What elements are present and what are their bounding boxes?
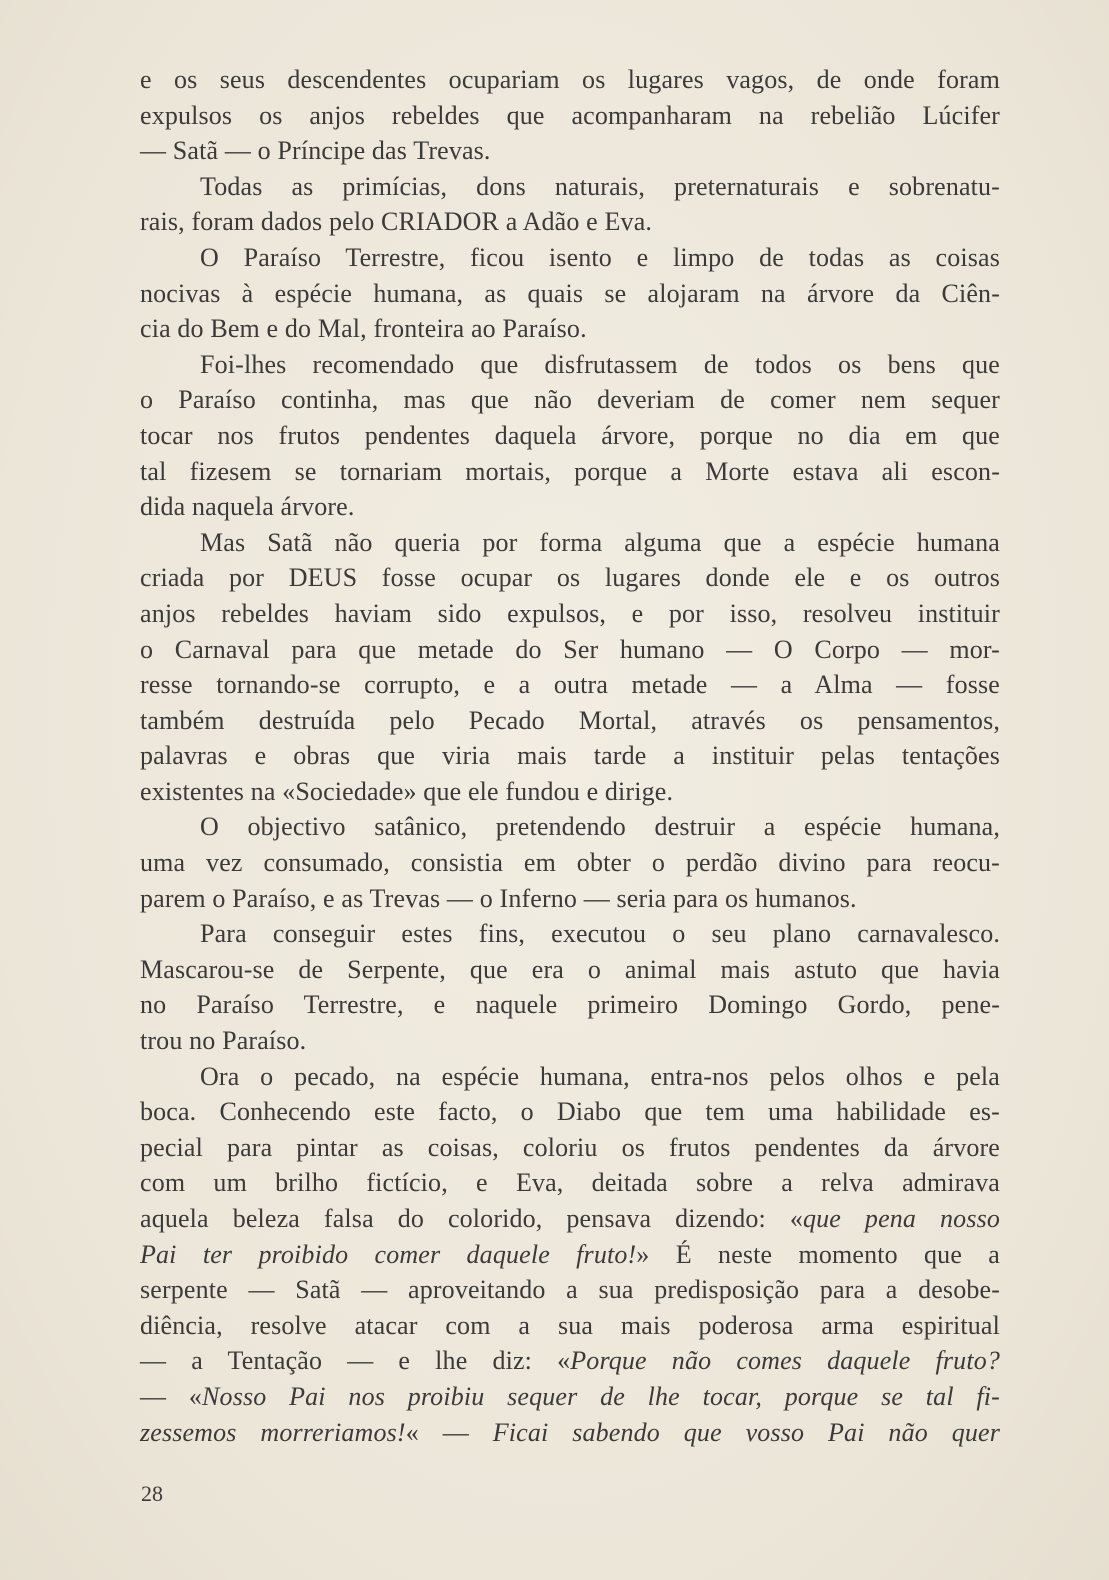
- text-line: resse tornando-se corrupto, e a outra metade — a Alma — fosse: [140, 670, 1000, 700]
- body-text: [140, 62, 1000, 1450]
- text-line: existentes na «Sociedade» que ele fundou e dirige.: [140, 776, 674, 806]
- text-line: aquela beleza falsa do colorido, pensava dizendo: «que pena nosso: [140, 1204, 1001, 1233]
- text-line: pecial para pintar as coisas, coloriu os frutos pendentes da árvore: [140, 1132, 1000, 1162]
- text-line: e os seus descendentes ocupariam os lugares vagos, de onde foram: [140, 65, 1000, 94]
- text-line: boca. Conhecendo este facto, o Diabo que tem uma habilidade es-: [140, 1097, 1000, 1127]
- text-line: o Carnaval para que metade do Ser humano — O Corpo — mor-: [140, 634, 1000, 664]
- text-line: Foi-lhes recomendado que disfrutassem de todos os bens que: [200, 349, 1000, 379]
- text-line: com um brilho fictício, e Eva, deitada sobre a relva admirava: [140, 1168, 1000, 1198]
- text-line: tocar nos frutos pendentes daquela árvore, porque no dia em que: [140, 420, 1000, 450]
- text-line: Mas Satã não queria por forma alguma que a espécie humana: [200, 527, 1000, 557]
- text-line: também destruída pelo Pecado Mortal, através os pensamentos,: [140, 705, 1000, 735]
- text-line: o Paraíso continha, mas que não deveriam de comer nem sequer: [140, 385, 1000, 415]
- text-line: criada por DEUS fosse ocupar os lugares donde ele e os outros: [140, 563, 1000, 593]
- text-line: nocivas à espécie humana, as quais se alojaram na árvore da Ciên-: [140, 278, 1000, 308]
- text-line: zessemos morreriamos!« — Ficai sabendo que vosso Pai não quer: [140, 1417, 1000, 1447]
- text-line: dida naquela árvore.: [140, 492, 355, 522]
- text-line: Ora o pecado, na espécie humana, entra-nos pelos olhos e pela: [200, 1061, 1000, 1091]
- text-line: Para conseguir estes fins, executou o seu plano carnavalesco.: [200, 919, 1000, 949]
- text-line: — a Tentação — e lhe diz: «Porque não comes daquele fruto?: [140, 1346, 1000, 1376]
- text-line: O Paraíso Terrestre, ficou isento e limpo de todas as coisas: [200, 242, 1000, 272]
- text-line: uma vez consumado, consistia em obter o perdão divino para reocu-: [140, 848, 1000, 878]
- text-line: diência, resolve atacar com a sua mais poderosa arma espiritual: [140, 1310, 1000, 1340]
- text-line: trou no Paraíso.: [140, 1026, 307, 1056]
- text-line: — «Nosso Pai nos proibiu sequer de lhe tocar, porque se tal fi-: [140, 1381, 1000, 1411]
- text-line: cia do Bem e do Mal, fronteira ao Paraíso.: [140, 314, 587, 344]
- text-line: palavras e obras que viria mais tarde a instituir pelas tentações: [140, 741, 1000, 771]
- text-line: Todas as primícias, dons naturais, preternaturais e sobrenatu-: [200, 171, 1000, 201]
- text-line: Pai ter proibido comer daquele fruto!» É neste momento que a: [140, 1239, 1000, 1269]
- text-line: Mascarou-se de Serpente, que era o animal mais astuto que havia: [140, 954, 1000, 984]
- text-line: tal fizesem se tornariam mortais, porque a Morte estava ali escon-: [140, 456, 1000, 486]
- text-line: serpente — Satã — aproveitando a sua predisposição para a desobe-: [140, 1275, 1000, 1305]
- text-line: expulsos os anjos rebeldes que acompanharam na rebelião Lúcifer: [140, 100, 1000, 130]
- text-line: rais, foram dados pelo CRIADOR a Adão e Eva.: [140, 207, 653, 237]
- text-line: anjos rebeldes haviam sido expulsos, e por isso, resolveu instituir: [140, 598, 1000, 628]
- text-line: parem o Paraíso, e as Trevas — o Inferno — seria para os humanos.: [140, 883, 857, 913]
- text-line: no Paraíso Terrestre, e naquele primeiro Domingo Gordo, pene-: [140, 990, 1000, 1020]
- page-number: 28: [141, 1481, 163, 1506]
- text-line: — Satã — o Príncipe das Trevas.: [140, 136, 491, 166]
- text-line: O objectivo satânico, pretendendo destruir a espécie humana,: [200, 812, 1000, 842]
